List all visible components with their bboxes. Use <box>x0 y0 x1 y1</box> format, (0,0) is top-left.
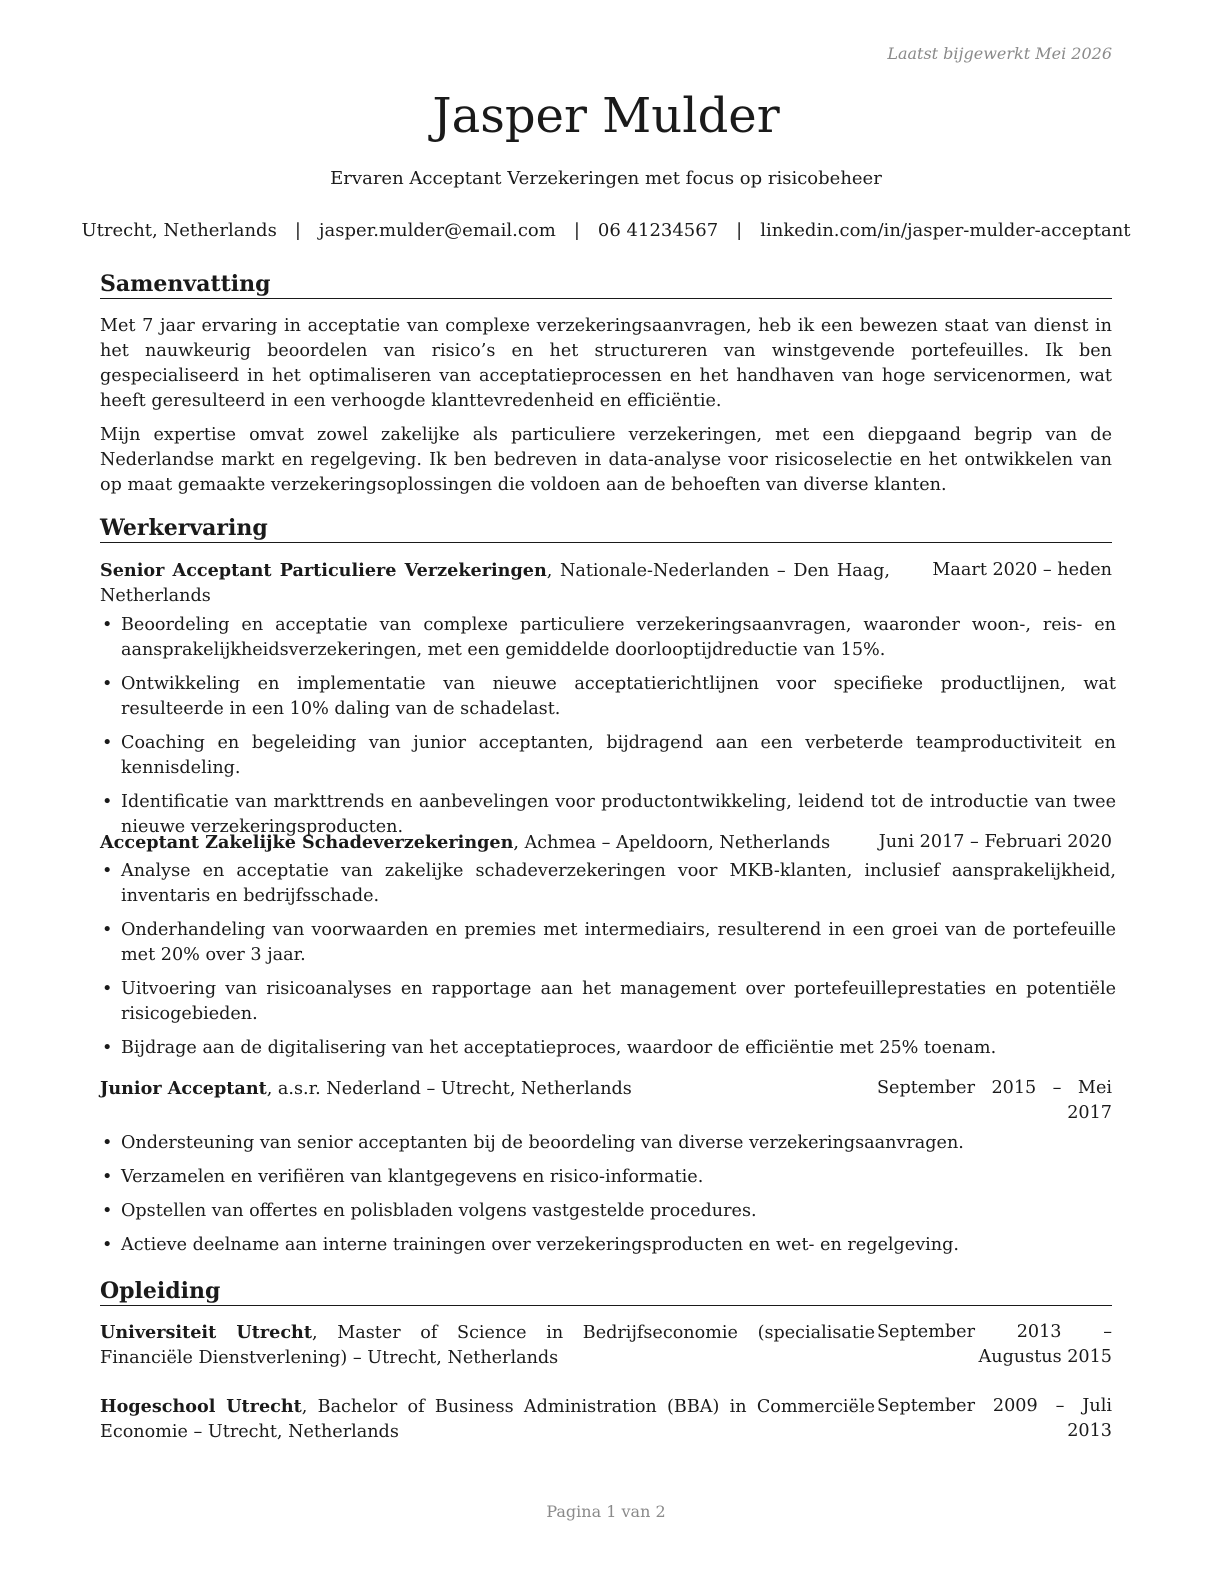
list-item <box>100 977 1116 1027</box>
education-line <box>100 1320 875 1371</box>
list-item <box>100 672 1116 722</box>
list-item <box>100 613 1116 663</box>
contact-separator: | <box>573 220 580 241</box>
tagline: Ervaren Acceptant Verzekeringen met focus op risicobeheer <box>330 168 882 189</box>
list-item <box>100 1199 1116 1224</box>
bullet-text: Uitvoering van risicoanalyses en rapportage aan het management over portefeuilleprestaties en potentiële risicogebieden. <box>121 979 1116 1024</box>
bullet-text: Beoordeling en acceptatie van complexe particuliere verzekeringsaanvragen, waaronder woon-, reis- en aansprakelijkheidsverzekeringen, met een gemiddelde doorlooptijdreductie van 15%. <box>121 615 1116 660</box>
section-heading-experience: Werkervaring <box>100 514 1112 543</box>
bullet-text: Ontwikkeling en implementatie van nieuwe acceptatierichtlijnen voor specifieke productlijnen, wat resulteerde in een 10% daling van de schadelast. <box>121 674 1116 719</box>
bullet-icon: • <box>102 1038 113 1058</box>
list-item <box>100 1131 1116 1156</box>
bullet-icon: • <box>102 1133 113 1153</box>
education-detail: , Master of Science in Bedrijfseconomie (specialisatie Financiële Dienstverlening) – Utrecht, Netherlands <box>100 1323 875 1368</box>
list-item <box>100 731 1116 781</box>
bullet-text: Ondersteuning van senior acceptanten bij de beoordeling van diverse verzekeringsaanvragen. <box>121 1133 964 1153</box>
contact-separator: | <box>736 220 743 241</box>
bullet-text: Analyse en acceptatie van zakelijke schadeverzekeringen voor MKB-klanten, inclusief aansprakelijkheid, inventaris en bedrijfsschade. <box>121 861 1116 906</box>
job-bullet-list <box>100 1131 1116 1267</box>
bullet-icon: • <box>102 1167 113 1187</box>
education-line <box>100 1394 875 1445</box>
contact-linkedin[interactable]: linkedin.com/in/jasper-mulder-acceptant <box>760 220 1131 241</box>
job-dates: September 2015 – Mei 2017 <box>877 1078 1112 1123</box>
candidate-name: Jasper Mulder <box>432 88 780 144</box>
section-heading-summary: Samenvatting <box>100 270 1112 299</box>
last-updated: Laatst bijgewerkt Mei 2026 <box>887 44 1112 63</box>
bullet-text: Verzamelen en verifiëren van klantgegevens en risico-informatie. <box>121 1167 704 1187</box>
job-organization: , Achmea – Apeldoorn, Netherlands <box>513 833 831 853</box>
bullet-icon: • <box>102 674 113 694</box>
education-dates: September 2013 – Augustus 2015 <box>877 1322 1112 1367</box>
bullet-text: Coaching en begeleiding van junior acceptanten, bijdragend aan een verbeterde teamproductiviteit en kennisdeling. <box>121 733 1116 778</box>
bullet-icon: • <box>102 1235 113 1255</box>
bullet-icon: • <box>102 1201 113 1221</box>
contact-location: Utrecht, Netherlands <box>81 220 277 241</box>
bullet-icon: • <box>102 861 113 881</box>
job-title: Senior Acceptant Particuliere Verzekeringen <box>100 560 547 581</box>
job-title: Acceptant Zakelijke Schadeverzekeringen <box>100 832 514 853</box>
list-item <box>100 918 1116 968</box>
job-bullet-list <box>100 859 1116 1070</box>
bullet-text: Opstellen van offertes en polisbladen volgens vastgestelde procedures. <box>121 1201 757 1221</box>
list-item <box>100 1036 1116 1061</box>
summary-paragraph: Mijn expertise omvat zowel zakelijke als particuliere verzekeringen, met een diepgaand begrip van de Nederlandse markt en regelgeving. Ik ben bedreven in data-analyse voor risicoselectie en het ontwikkelen van op maat gemaakte verzekeringsoplossingen die voldoen aan de behoeften van diverse klanten. <box>100 425 1112 495</box>
bullet-icon: • <box>102 920 113 940</box>
contact-line <box>60 220 1152 241</box>
bullet-icon: • <box>102 615 113 635</box>
bullet-text: Identificatie van markttrends en aanbevelingen voor productontwikkeling, leidend tot de introductie van twee nieuwe verzekeringsproducten. <box>121 792 1116 837</box>
job-organization: , Nationale-Nederlanden – Den Haag, Netherlands <box>100 561 890 606</box>
bullet-text: Bijdrage aan de digitalisering van het acceptatieproces, waardoor de efficiëntie met 25% toenam. <box>121 1038 997 1058</box>
job-dates: Maart 2020 – heden <box>932 560 1112 580</box>
list-item <box>100 1165 1116 1190</box>
education-dates: September 2009 – Juli 2013 <box>877 1396 1112 1441</box>
contact-email[interactable]: jasper.mulder@email.com <box>318 220 556 241</box>
education-school: Hogeschool Utrecht <box>100 1396 302 1417</box>
page-number: Pagina 1 van 2 <box>546 1502 666 1521</box>
job-dates: Juni 2017 – Februari 2020 <box>878 832 1112 852</box>
job-title-line <box>100 1076 860 1102</box>
education-detail: , Bachelor of Business Administration (BBA) in Commerciële Economie – Utrecht, Netherlands <box>100 1397 875 1442</box>
bullet-text: Actieve deelname aan interne trainingen over verzekeringsproducten en wet- en regelgeving. <box>121 1235 959 1255</box>
job-bullet-list <box>100 613 1116 849</box>
list-item <box>100 1233 1116 1258</box>
section-heading-education: Opleiding <box>100 1277 1112 1306</box>
education-school: Universiteit Utrecht <box>100 1322 312 1343</box>
job-title-line <box>100 558 890 609</box>
bullet-icon: • <box>102 792 113 812</box>
job-title: Junior Acceptant <box>100 1078 267 1099</box>
bullet-icon: • <box>102 979 113 999</box>
job-organization: , a.s.r. Nederland – Utrecht, Netherlands <box>266 1079 632 1099</box>
bullet-text: Onderhandeling van voorwaarden en premies met intermediairs, resulterend in een groei van de portefeuille met 20% over 3 jaar. <box>121 920 1116 965</box>
job-title-line <box>100 830 860 856</box>
list-item <box>100 859 1116 909</box>
contact-separator: | <box>294 220 301 241</box>
bullet-icon: • <box>102 733 113 753</box>
contact-phone[interactable]: 06 41234567 <box>597 220 719 241</box>
summary-paragraph: Met 7 jaar ervaring in acceptatie van complexe verzekeringsaanvragen, heb ik een bewezen staat van dienst in het nauwkeurig beoordelen van risico’s en het structureren van winstgevende portefeuilles. Ik ben gespecialiseerd in het optimaliseren van acceptatieprocessen en het handhaven van hoge servicenormen, wat heeft geresulteerd in een verhoogde klanttevredenheid en efficiëntie. <box>100 316 1112 411</box>
